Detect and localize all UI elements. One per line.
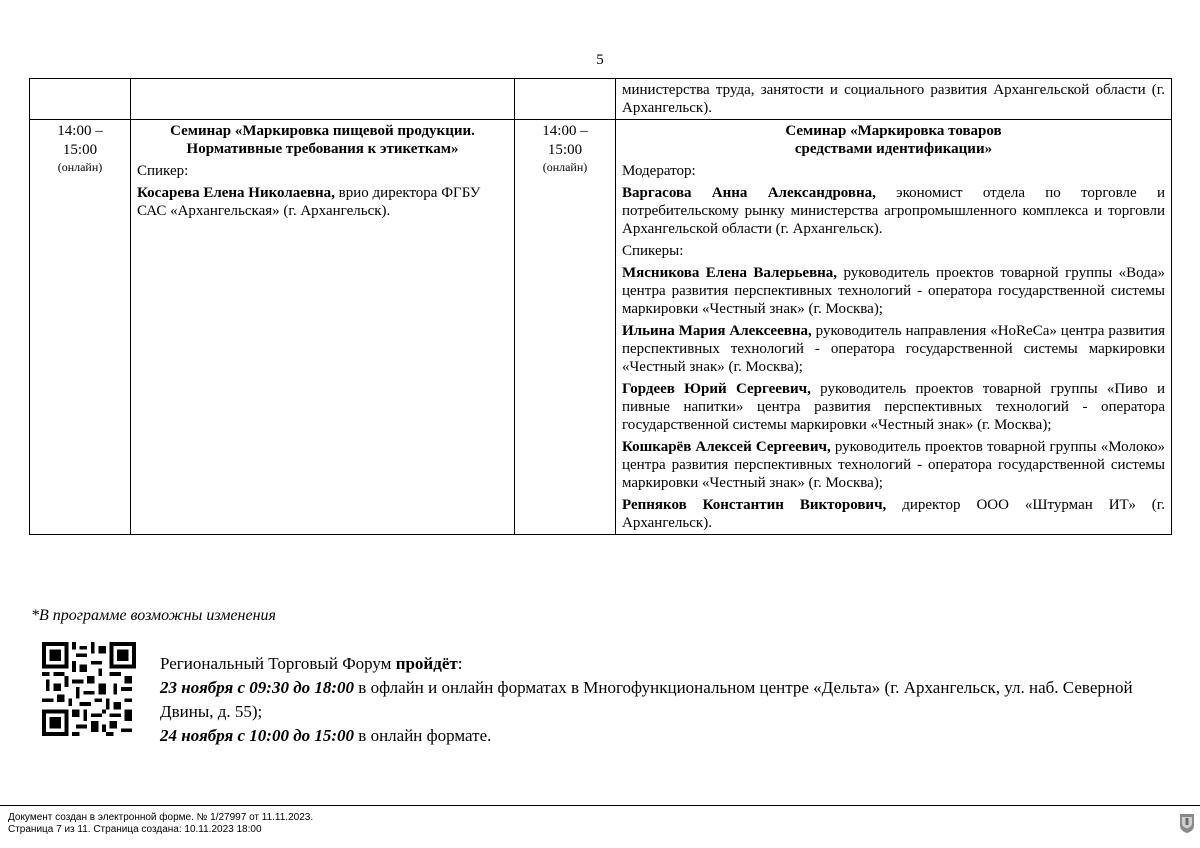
speaker-name: Косарева Елена Николаевна, xyxy=(137,185,335,201)
time-start: 14:00 – xyxy=(57,123,103,139)
schedule-table xyxy=(29,78,1172,535)
moderator-name: Варгасова Анна Александровна, xyxy=(622,185,876,201)
moderator-label: Модератор: xyxy=(622,163,696,179)
time-cell-left xyxy=(30,120,131,535)
speaker-name: Гордеев Юрий Сергеевич, xyxy=(622,381,811,397)
speaker-entry xyxy=(622,438,1165,492)
session-title: Семинар «Маркировка пищевой продукции. Нормативные требования к этикеткам» xyxy=(170,123,475,157)
speaker-role: врио директора ФГБУ САС «Архангельская» (г. Архангельск). xyxy=(137,185,481,219)
time-end: 15:00 xyxy=(547,142,583,158)
session-title: Семинар «Маркировка товаров средствами идентификации» xyxy=(785,123,1002,157)
footer-line-1: Документ создан в электронной форме. № 1/27997 от 11.11.2023. xyxy=(8,812,314,823)
speaker-name: Кошкарёв Алексей Сергеевич, xyxy=(622,439,831,455)
session-right xyxy=(616,120,1172,535)
speaker-entry xyxy=(622,264,1165,318)
document-footer xyxy=(8,812,313,836)
speaker-label: Спикер: xyxy=(137,163,189,179)
program-note: *В программе возможны изменения xyxy=(31,607,276,624)
speaker-entry xyxy=(622,322,1165,376)
continuation-text: министерства труда, занятости и социального развития Архангельской области (г. Архангельск). xyxy=(616,79,1172,120)
forum-lead: Региональный Торговый Форум пройдёт: xyxy=(160,654,463,673)
moderator-role: экономист отдела по торговле и потребительскому рынку министерства агропромышленного комплекса и торговли Архангельской области (г. Архангельск). xyxy=(622,185,1165,237)
page-number: 5 xyxy=(596,52,604,68)
moderator-entry xyxy=(622,184,1165,238)
speaker-entry xyxy=(622,380,1165,434)
session-format: (онлайн) xyxy=(542,160,588,174)
forum-info xyxy=(160,652,1160,748)
footer-line-2: Страница 7 из 11. Страница создана: 10.11.2023 18:00 xyxy=(8,824,262,835)
speaker-role: руководитель проектов товарной группы «Пиво и пивные напитки» центра развития перспективных технологий - оператора государственной системы маркировки «Честный знак» (г. Москва); xyxy=(622,381,1165,433)
coat-of-arms-icon xyxy=(1179,812,1195,834)
speaker-role: руководитель направления «HoReCa» центра развития перспективных технологий - оператора государственной системы маркировки «Честный знак» (г. Москва); xyxy=(622,323,1166,375)
session-format: (онлайн) xyxy=(57,160,103,174)
qr-code-icon xyxy=(42,642,136,736)
table-row xyxy=(30,120,1172,535)
speaker-role: директор ООО «Штурман ИТ» (г. Архангельск). xyxy=(622,497,1165,531)
speaker-name: Репняков Константин Викторович, xyxy=(622,497,887,513)
time-end: 15:00 xyxy=(62,142,98,158)
time-start: 14:00 – xyxy=(542,123,588,139)
table-row xyxy=(30,79,1172,120)
forum-day-1: 23 ноября с 09:30 до 18:00 в офлайн и онлайн форматах в Многофункциональном центре «Дельта» (г. Архангельск, ул. наб. Северной Двины, д. 55); xyxy=(160,678,1133,721)
speakers-label: Спикеры: xyxy=(622,243,684,259)
speaker-name: Ильина Мария Алексеевна, xyxy=(622,323,812,339)
speaker-entry xyxy=(137,184,508,220)
time-cell-right xyxy=(515,120,616,535)
speaker-entry xyxy=(622,496,1165,532)
speaker-role: руководитель проектов товарной группы «Молоко» центра развития перспективных технологий - оператора государственной системы маркировки «Честный знак» (г. Москва); xyxy=(622,439,1165,491)
speaker-name: Мясникова Елена Валерьевна, xyxy=(622,265,838,281)
footer-divider xyxy=(0,805,1200,806)
speaker-role: руководитель проектов товарной группы «Вода» центра развития перспективных технологий - оператора государственной системы маркировки «Честный знак» (г. Москва); xyxy=(622,265,1165,317)
session-left xyxy=(131,120,515,535)
forum-day-2: 24 ноября с 10:00 до 15:00 в онлайн формате. xyxy=(160,726,492,745)
